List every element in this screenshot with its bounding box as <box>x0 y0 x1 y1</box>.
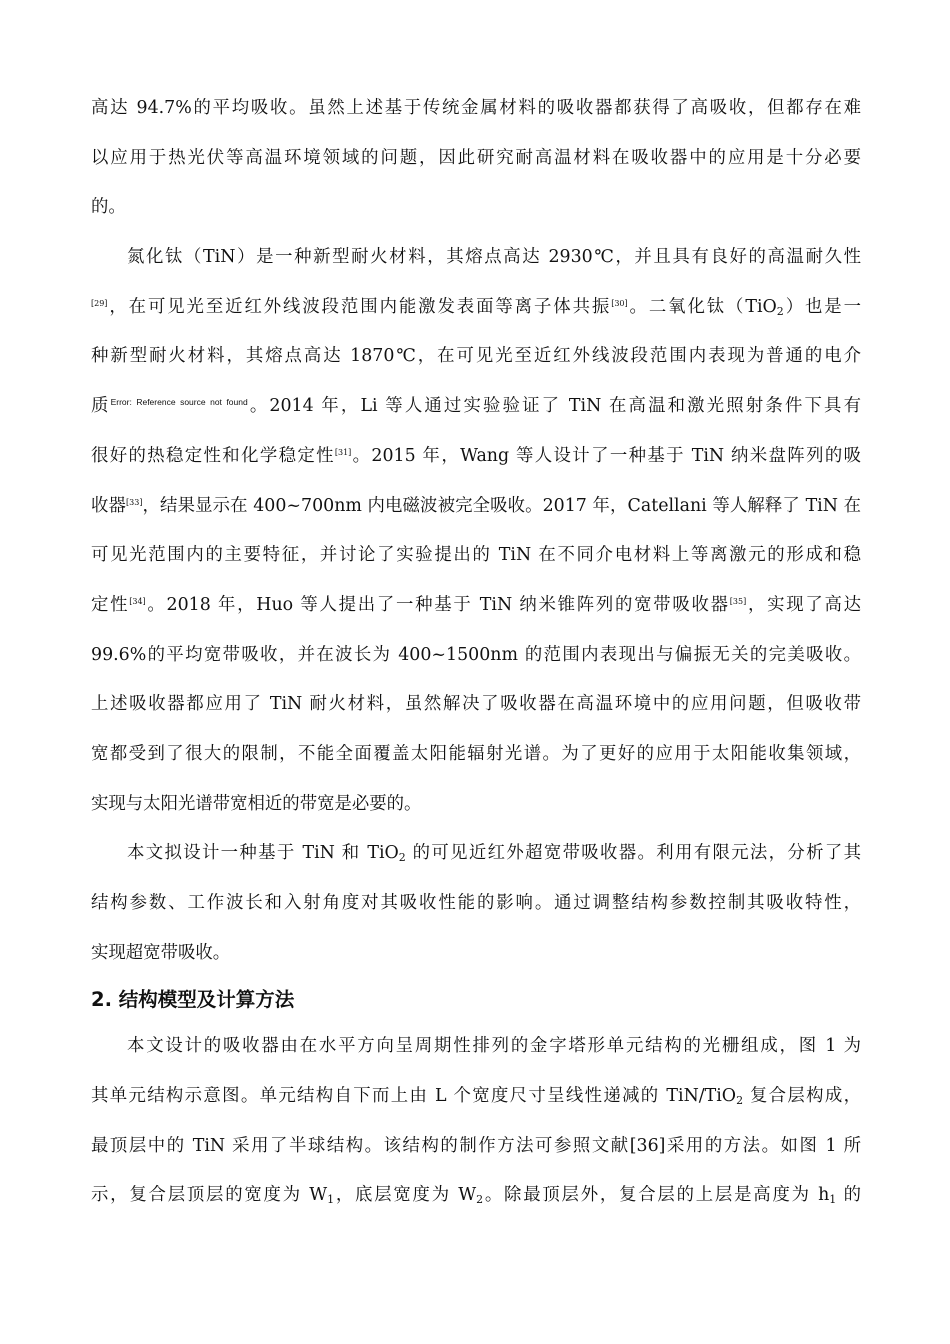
reference-error: Error: Reference source not found <box>110 397 248 408</box>
citation-ref: [31] <box>334 447 352 457</box>
citation-ref: [29] <box>91 298 108 308</box>
text-line: 本文拟设计一种基于 TiN 和 TiO$_2$ 的可见近红外超宽带吸收器。利用有限元法，分析了其 <box>127 843 862 865</box>
citation-ref: [33] <box>126 497 143 507</box>
text-line: 示，复合层顶层的宽度为 $W_1$，底层宽度为 $W_2$。除最顶层外，复合层的上层是高度为 $h_1$ 的 <box>91 1185 861 1207</box>
text-line: 本文设计的吸收器由在水平方向呈周期性排列的金字塔形单元结构的光栅组成，图 1 为 <box>127 1036 861 1057</box>
text-line: 99.6%的平均宽带吸收，并在波长为 400~1500nm 的范围内表现出与偏振无关的完美吸收。 <box>91 644 861 665</box>
text-line: 可见光范围内的主要特征，并讨论了实验提出的 TiN 在不同介电材料上等离激元的形成和稳 <box>91 545 861 566</box>
text-line: 结构参数、工作波长和入射角度对其吸收性能的影响。通过调整结构参数控制其吸收特性， <box>91 893 861 913</box>
text-line: 实现与太阳光谱带宽相近的带宽是必要的。 <box>91 793 422 814</box>
text-line: 最顶层中的 TiN 采用了半球结构。该结构的制作方法可参照文献[36]采用的方法。如图 1 所 <box>91 1135 861 1156</box>
section-heading: 2. 结构模型及计算方法 <box>91 988 295 1012</box>
text-line: 高达 94.7%的平均吸收。虽然上述基于传统金属材料的吸收器都获得了高吸收，但都存在难 <box>91 98 861 118</box>
text-line: 氮化钛（TiN）是一种新型耐火材料，其熔点高达 2930℃，并且具有良好的高温耐久性 <box>127 247 861 268</box>
text-line: 宽都受到了很大的限制，不能全面覆盖太阳能辐射光谱。为了更好的应用于太阳能收集领域， <box>91 743 861 764</box>
text-line: 实现超宽带吸收。 <box>91 942 231 963</box>
text-line: 的。 <box>91 197 126 218</box>
text-line: 质$^{Error: Reference source not found}$。2014 年，Li 等人通过实验验证了 TiN 在高温和激光照射条件下具有 <box>91 396 861 417</box>
text-line: 收器[33]，结果显示在 400~700nm 内电磁波被完全吸收。2017 年，Catellani 等人解释了 TiN 在 <box>91 495 861 516</box>
citation-ref: [35] <box>729 596 747 606</box>
text-line: 以应用于热光伏等高温环境领域的问题，因此研究耐高温材料在吸收器中的应用是十分必要 <box>91 147 861 168</box>
text-line: 其单元结构示意图。单元结构自下而上由 L 个宽度尺寸呈线性递减的 TiN/TiO$_2$ 复合层构成， <box>91 1086 862 1108</box>
text-line: 定性[34]。2018 年，Huo 等人提出了一种基于 TiN 纳米锥阵列的宽带吸收器[35]，实现了高达 <box>91 594 861 615</box>
citation-ref: [30] <box>611 298 628 308</box>
text-line: 种新型耐火材料，其熔点高达 1870℃，在可见光至近红外线波段范围内表现为普通的电介 <box>91 346 861 367</box>
text-line: 上述吸收器都应用了 TiN 耐火材料，虽然解决了吸收器在高温环境中的应用问题，但吸收带 <box>91 694 861 715</box>
citation-ref: [34] <box>129 596 146 606</box>
text-line: 很好的热稳定性和化学稳定性[31]。2015 年，Wang 等人设计了一种基于 TiN 纳米盘阵列的吸 <box>91 445 861 466</box>
text-line: [29]，在可见光至近红外线波段范围内能激发表面等离子体共振[30]。二氧化钛（TiO$_2$）也是一 <box>91 296 861 318</box>
paper-page <box>91 84 861 1221</box>
